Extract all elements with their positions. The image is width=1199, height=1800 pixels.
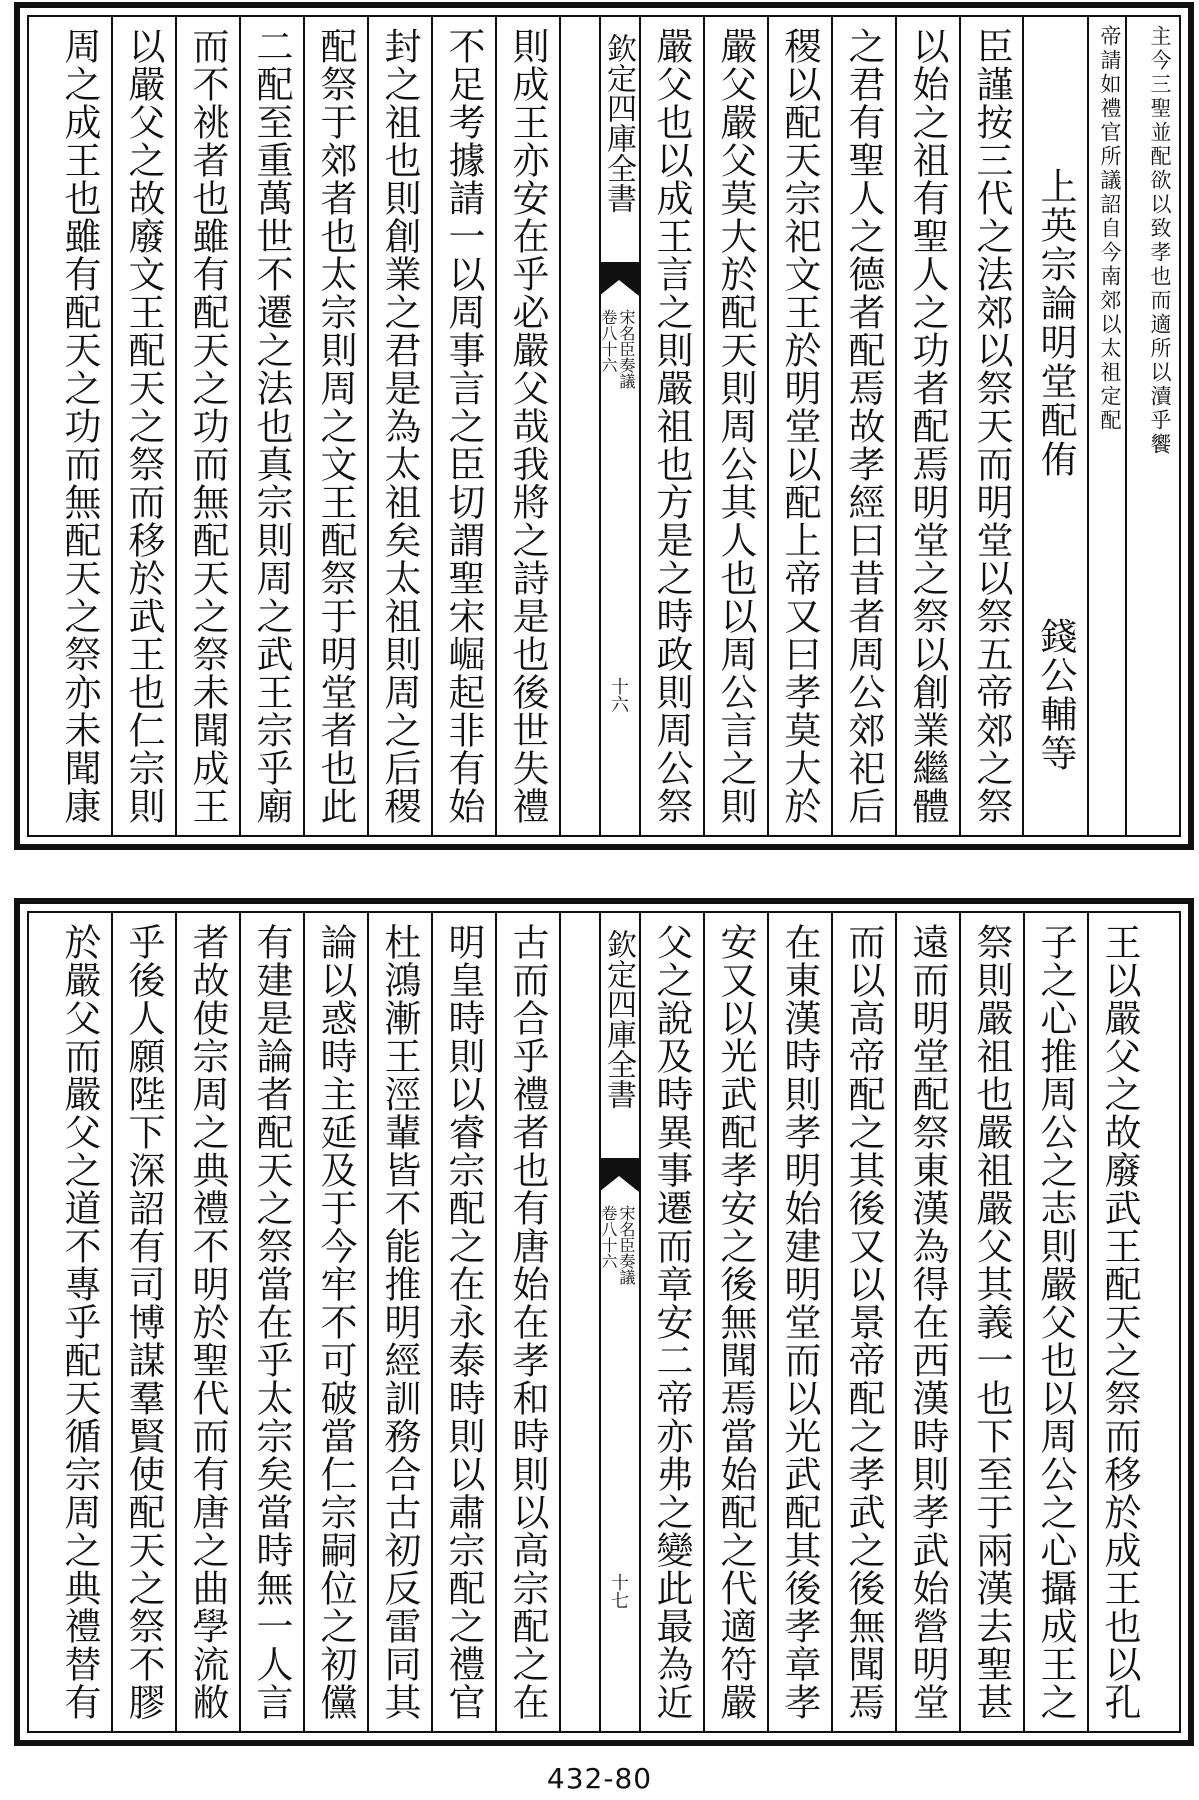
- text-line: 不足考據請一以周事言之臣切謂聖宋崛起非有始: [442, 27, 485, 825]
- center-strip: [599, 17, 639, 835]
- text-line: 明皇時則以睿宗配之在永泰時則以肅宗配之禮官: [442, 923, 485, 1721]
- book-title: 宋名臣奏議: [617, 309, 636, 389]
- juan-number: 卷八十六: [599, 1205, 618, 1269]
- text-line: 在東漢時則孝明始建明堂而以光武配其後孝章孝: [778, 923, 821, 1721]
- memorial-author: 錢公輔等: [1034, 617, 1077, 773]
- text-line: 臣謹按三代之法郊以祭天而明堂以祭五帝郊之祭: [970, 27, 1013, 825]
- text-line: 以嚴父之故廢文王配天之祭而移於武王也仁宗則: [122, 27, 165, 825]
- text-line: 論以惑時主延及于今牢不可破當仁宗嗣位之初儻: [314, 923, 357, 1721]
- book-title: 宋名臣奏議: [617, 1205, 636, 1285]
- leaf-top: [14, 2, 1194, 850]
- leaf-number: 十六: [608, 677, 629, 713]
- text-line: 而以高帝配之其後又以景帝配之孝武之後無聞焉: [842, 923, 885, 1721]
- text-line: 王以嚴父之故廢武王配天之祭而移於成王也以孔: [1098, 923, 1141, 1721]
- fishtail-mark-icon: [599, 262, 639, 296]
- text-line: 杜鴻漸王涇輩皆不能推明經訓務合古初反雷同其: [378, 923, 421, 1721]
- page-number: 432-80: [546, 1762, 653, 1795]
- text-line: 乎後人願陛下深詔有司博謀羣賢使配天之祭不膠: [122, 923, 165, 1721]
- leaf-number: 十七: [608, 1573, 629, 1609]
- text-line: 而不祧者也雖有配天之功而無配天之祭未聞成王: [186, 27, 229, 825]
- leaf-bottom: [14, 898, 1194, 1746]
- text-line: 配祭于郊者也太宗則周之文王配祭于明堂者也此: [314, 27, 357, 825]
- leaf-bottom-frame: [27, 911, 1181, 1733]
- fishtail-mark-icon: [599, 1158, 639, 1192]
- text-line: 則成王亦安在乎必嚴父哉我將之詩是也後世失禮: [506, 27, 549, 825]
- text-line: 於嚴父而嚴父之道不專乎配天循宗周之典禮替有: [58, 923, 101, 1721]
- note-line: 主今三聖並配欲以致孝也而適所以瀆乎饗: [1148, 25, 1172, 457]
- leaf-top-frame: [27, 15, 1181, 837]
- text-line: 以始之祖有聖人之功者配焉明堂之祭以創業繼體: [906, 27, 949, 825]
- text-line: 有建是論者配天之祭當在乎太宗矣當時無一人言: [250, 923, 293, 1721]
- juan-number: 卷八十六: [599, 309, 618, 373]
- text-line: 稷以配天宗祀文王於明堂以配上帝又曰孝莫大於: [778, 27, 821, 825]
- text-line: 之君有聖人之德者配焉故孝經曰昔者周公郊祀后: [842, 27, 885, 825]
- text-line: 者故使宗周之典禮不明於聖代而有唐之曲學流敝: [186, 923, 229, 1721]
- text-line: 安又以光武配孝安之後無聞焉當始配之代適符嚴: [714, 923, 757, 1721]
- center-strip: [599, 913, 639, 1731]
- text-line: 遠而明堂配祭東漢為得在西漢時則孝武始營明堂: [906, 923, 949, 1721]
- text-line: 子之心推周公之志則嚴父也以周公之心攝成王之: [1034, 923, 1077, 1721]
- text-line: 祭則嚴祖也嚴祖嚴父其義一也下至于兩漢去聖甚: [970, 923, 1013, 1721]
- text-line: 嚴父嚴父莫大於配天則周公其人也以周公言之則: [714, 27, 757, 825]
- text-line: 嚴父也以成王言之則嚴祖也方是之時政則周公祭: [650, 27, 693, 825]
- note-line: 帝請如禮官所議詔自今南郊以太祖定配: [1098, 25, 1122, 433]
- text-line: 封之祖也則創業之君是為太祖矣太祖則周之后稷: [378, 27, 421, 825]
- text-line: 父之說及時異事遷而章安二帝亦弗之變此最為近: [650, 923, 693, 1721]
- text-line: 古而合乎禮者也有唐始在孝和時則以高宗配之在: [506, 923, 549, 1721]
- text-line: 二配至重萬世不遷之法也真宗則周之武王宗乎廟: [250, 27, 293, 825]
- memorial-title: 上英宗論明堂配侑: [1034, 167, 1077, 479]
- series-title: 欽定四庫全書: [601, 33, 636, 213]
- text-line: 周之成王也雖有配天之功而無配天之祭亦未聞康: [58, 27, 101, 825]
- series-title: 欽定四庫全書: [601, 929, 636, 1109]
